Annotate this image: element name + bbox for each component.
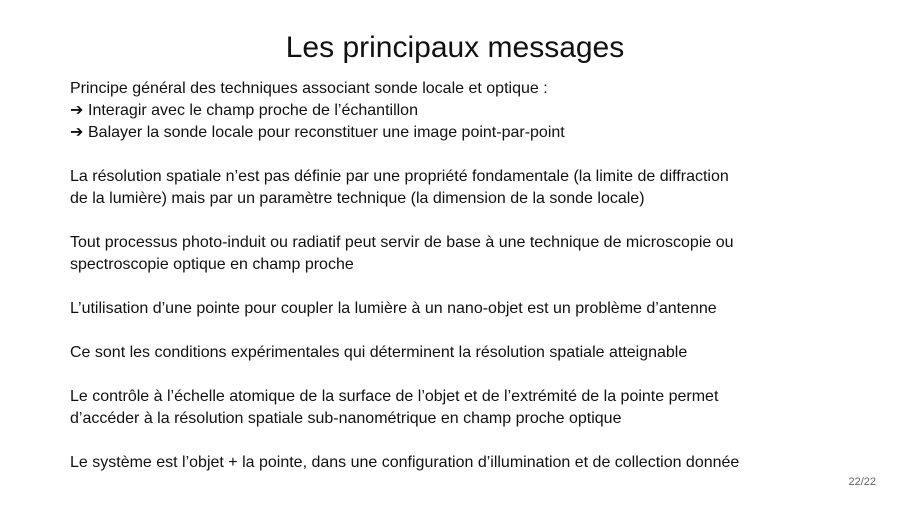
spacer xyxy=(70,364,840,386)
paragraph-antenna xyxy=(70,298,840,320)
arrow-item-2 xyxy=(70,122,840,144)
paragraph-line: Le contrôle à l’échelle atomique de la surface de l’objet et de l’extrémité de la pointe permet xyxy=(70,388,719,405)
paragraph-line: L’utilisation d’une pointe pour coupler la lumière à un nano-objet est un problème d’antenne xyxy=(70,300,717,317)
paragraph-line: spectroscopie optique en champ proche xyxy=(70,256,354,273)
spacer xyxy=(70,276,840,298)
spacer xyxy=(70,144,840,166)
arrow-right-icon: ➔ xyxy=(70,102,84,119)
intro-text: Principe général des techniques associant sonde locale et optique : xyxy=(70,80,548,97)
paragraph-system xyxy=(70,452,840,474)
paragraph-conditions xyxy=(70,342,840,364)
spacer xyxy=(70,430,840,452)
paragraph-line: La résolution spatiale n’est pas définie par une propriété fondamentale (la limite de diffraction xyxy=(70,168,729,185)
arrow-right-icon: ➔ xyxy=(70,124,84,141)
slide-body xyxy=(70,78,840,474)
paragraph-line: de la lumière) mais par un paramètre technique (la dimension de la sonde locale) xyxy=(70,190,645,207)
paragraph-process xyxy=(70,232,840,276)
spacer xyxy=(70,320,840,342)
arrow-item-text: Balayer la sonde locale pour reconstituer une image point-par-point xyxy=(88,124,565,141)
arrow-item-text: Interagir avec le champ proche de l’échantillon xyxy=(88,102,418,119)
page-number: 22/22 xyxy=(848,476,876,488)
paragraph-line: Le système est l’objet + la pointe, dans une configuration d’illumination et de collection donnée xyxy=(70,454,740,471)
slide-title: Les principaux messages xyxy=(285,31,625,64)
paragraph-atomic-control xyxy=(70,386,840,430)
paragraph-line: Tout processus photo-induit ou radiatif peut servir de base à une technique de microscopie ou xyxy=(70,234,734,251)
paragraph-line: d’accéder à la résolution spatiale sub-nanométrique en champ proche optique xyxy=(70,410,622,427)
paragraph-line: Ce sont les conditions expérimentales qui déterminent la résolution spatiale atteignable xyxy=(70,344,688,361)
spacer xyxy=(70,210,840,232)
arrow-item-1 xyxy=(70,100,840,122)
paragraph-resolution xyxy=(70,166,840,210)
